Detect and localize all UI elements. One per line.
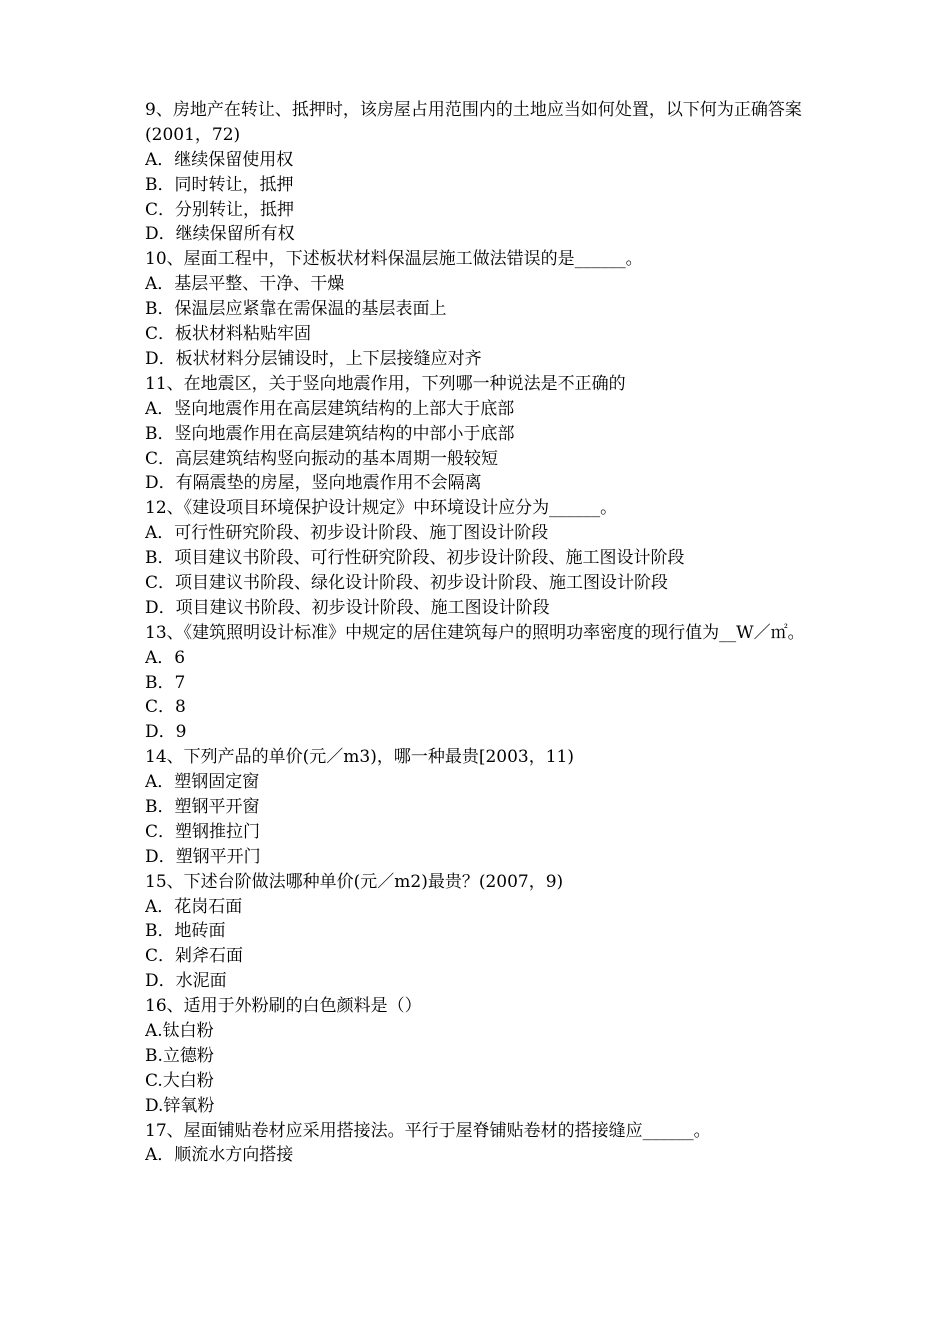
option-a: A．可行性研究阶段、初步设计阶段、施丁图设计阶段 [145, 523, 549, 544]
question-17 [145, 1119, 815, 1169]
question-13 [145, 621, 815, 745]
option-d: D．继续保留所有权 [145, 224, 295, 245]
option-b: B．塑钢平开窗 [145, 796, 260, 817]
option-b: B．竖向地震作用在高层建筑结构的中部小于底部 [145, 423, 515, 444]
question-stem: 9、房地产在转让、抵押时，该房屋占用范围内的土地应当如何处置，以下何为正确答案(2001，72) [145, 100, 802, 145]
option-a: A．基层平整、干净、干燥 [145, 274, 345, 295]
option-d: D．项目建议书阶段、初步设计阶段、施工图设计阶段 [145, 597, 550, 618]
question-stem: 16、适用于外粉刷的白色颜料是（） [145, 996, 422, 1017]
question-9 [145, 98, 815, 247]
option-b: B．项目建议书阶段、可行性研究阶段、初步设计阶段、施工图设计阶段 [145, 548, 685, 569]
option-c: C．剁斧石面 [145, 946, 244, 967]
option-d: D．板状材料分层铺设时，上下层接缝应对齐 [145, 348, 482, 369]
option-c: C．8 [145, 697, 186, 718]
option-a: A．花岗石面 [145, 896, 243, 917]
option-c: C.大白粉 [145, 1070, 214, 1091]
question-stem: 12、《建设项目环境保护设计规定》中环境设计应分为______。 [145, 498, 618, 519]
option-d: D．水泥面 [145, 971, 227, 992]
question-12 [145, 496, 815, 620]
option-a: A．6 [145, 647, 186, 668]
option-b: B．地砖面 [145, 921, 226, 942]
option-c: C．塑钢推拉门 [145, 821, 261, 842]
option-a: A．继续保留使用权 [145, 149, 294, 170]
question-16 [145, 994, 815, 1118]
option-d: D.锌氧粉 [145, 1095, 215, 1116]
option-d: D．9 [145, 722, 187, 743]
option-a: A．塑钢固定窗 [145, 772, 260, 793]
option-b: B．同时转让，抵押 [145, 174, 294, 195]
option-c: C．项目建议书阶段、绿化设计阶段、初步设计阶段、施工图设计阶段 [145, 572, 669, 593]
document-page [145, 98, 815, 1168]
question-stem: 10、屋面工程中，下述板状材料保温层施工做法错误的是______。 [145, 249, 643, 270]
option-b: B．7 [145, 672, 186, 693]
question-stem: 14、下列产品的单价(元／m3)，哪一种最贵[2003，11) [145, 747, 574, 768]
option-c: C．高层建筑结构竖向振动的基本周期一般较短 [145, 448, 499, 469]
question-stem: 13、《建筑照明设计标准》中规定的居住建筑每户的照明功率密度的现行值为__W／㎡。 [145, 622, 805, 643]
option-a: A．竖向地震作用在高层建筑结构的上部大于底部 [145, 398, 515, 419]
question-11 [145, 372, 815, 496]
option-c: C．板状材料粘贴牢固 [145, 324, 312, 345]
question-stem: 15、下述台阶做法哪种单价(元／m2)最贵？(2007，9) [145, 871, 564, 892]
option-b: B.立德粉 [145, 1045, 214, 1066]
question-stem: 17、屋面铺贴卷材应采用搭接法。平行于屋脊铺贴卷材的搭接缝应______。 [145, 1120, 711, 1141]
option-c: C．分别转让，抵押 [145, 199, 295, 220]
question-10 [145, 247, 815, 371]
question-stem: 11、在地震区，关于竖向地震作用，下列哪一种说法是不正确的 [145, 373, 626, 394]
option-b: B．保温层应紧靠在需保温的基层表面上 [145, 299, 447, 320]
option-a: A.钛白粉 [145, 1021, 214, 1041]
option-d: D．塑钢平开门 [145, 846, 261, 867]
option-a: A．顺流水方向搭接 [145, 1145, 294, 1166]
question-15 [145, 870, 815, 994]
option-d: D．有隔震垫的房屋，竖向地震作用不会隔离 [145, 473, 482, 494]
question-14 [145, 745, 815, 869]
